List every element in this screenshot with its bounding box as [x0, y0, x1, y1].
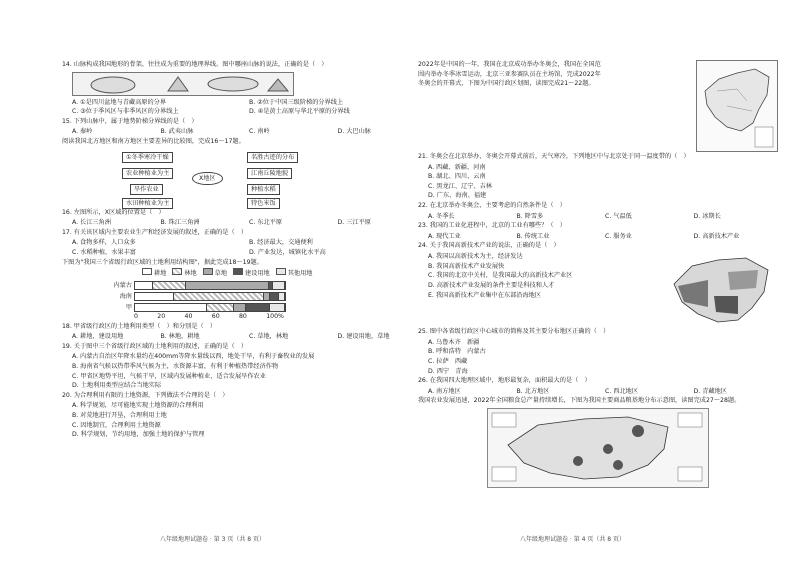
left-page-footer: 八年级地理试题卷 · 第 3 页（共 8 页）	[160, 536, 265, 543]
q25-option-a[interactable]: A. 乌鲁木齐 新疆	[428, 338, 480, 346]
left-column	[62, 60, 422, 540]
q23-option-a[interactable]: A. 现代工业	[428, 232, 461, 240]
q19-option-c[interactable]: C. 甲省区地势平坦，气候干旱，区域内发展种植业，适合发展旱作农业	[72, 372, 266, 380]
bar-segment	[270, 304, 285, 311]
axis-ticks: 0 20 40 60 80 100%	[134, 312, 284, 320]
land-use-bar-row	[92, 281, 422, 290]
q21-stem: 21. 冬奥会在北京举办，冬奥会开幕式前后，天气寒冷，下列地区中与北京处于同一温度带的（ ）	[418, 153, 690, 160]
q18-stem: 18. 甲省级行政区的土地利用类型（ ）和分别是（ ）	[62, 322, 217, 330]
legend-item: 建设用地	[233, 268, 270, 279]
q19-option-b[interactable]: B. 海南省气候以热带季风气候为主，水资源丰富，有利于种植热带经济作物	[72, 362, 279, 370]
bar-segment	[234, 304, 246, 311]
q24-option-e[interactable]: E. 我国高新技术产业集中在东部沿海地区	[428, 291, 542, 299]
q20-option-d[interactable]: D. 科学规划，节约用地，加强土地的保护与管理	[72, 431, 205, 439]
q21-option-b[interactable]: B. 湖北、四川、云南	[428, 173, 486, 181]
q24-option-b[interactable]: B. 我国高新技术产业发展快	[428, 262, 505, 270]
q24-option-c[interactable]: C. 我国的北京中关村，是我国最大的高新技术产业区	[428, 272, 573, 280]
q21-option-a[interactable]: A. 西藏、新疆、河南	[428, 163, 486, 171]
bar-segment	[153, 282, 186, 289]
q14-option-c[interactable]: C. ③位于季风区与非季风区的分界线上	[72, 108, 179, 116]
mindmap-node: 水田种植业为主	[122, 198, 173, 210]
province-map-icon	[668, 252, 778, 327]
q24-option-d[interactable]: D. 高新技术产业发展的条件主要是科技和人才	[428, 281, 555, 289]
legend-item: 其他用地	[276, 268, 313, 279]
mindmap-center: X地区	[192, 172, 223, 186]
q23-option-b[interactable]: B. 传统工业	[516, 232, 550, 240]
q21-option-d[interactable]: D. 广东、海南、福建	[428, 192, 487, 200]
mountain-figure	[72, 72, 294, 96]
bar-label: 海南	[119, 292, 132, 300]
q17-option-a[interactable]: A. 食物多样，人口众多	[72, 239, 136, 247]
q14-option-b[interactable]: B. ②位于中国三级阶梯的分界线上	[249, 98, 344, 106]
intro-21-22: 2022年是中国的一年，我国在北京成功举办冬奥会，我国在全国范围内举办冬季冰雪运动，北京三亚参赛队员在主场馆，完成2022年冬奥会的开幕式，下图为中国行政区划图，读图完成21～22题。	[418, 61, 601, 88]
land-use-bars	[92, 281, 422, 312]
q17-stem: 17. 有关该区域内主要农业生产和经济发展的叙述，正确的是（ ）	[62, 228, 248, 236]
intro-16-17: 阅读我国北方地区和南方地区主要差异的比较图，完成16～17题。	[62, 138, 245, 146]
q23-option-c[interactable]: C. 服务业	[605, 232, 632, 240]
q16-option-a[interactable]: A. 长江三角洲	[72, 219, 111, 227]
bar-segment	[207, 304, 234, 311]
bar-label: 内蒙古	[113, 281, 132, 289]
q26-option-b[interactable]: B. 北方地区	[516, 387, 550, 395]
bar-segment	[186, 282, 269, 289]
bar-segment	[279, 293, 285, 300]
q26-option-d[interactable]: D. 青藏地区	[693, 387, 727, 395]
right-column	[418, 60, 778, 540]
q22-option-b[interactable]: B. 降雪多	[516, 212, 544, 220]
q18-option-a[interactable]: A. 耕地，建设用地	[72, 333, 124, 341]
grain-base-map	[487, 408, 709, 488]
q23-stem: 23. 我国的工业化进程中，北京的工业有哪些？（ ）	[418, 222, 566, 230]
q23-option-d[interactable]: D. 高新技术产业	[693, 232, 740, 240]
q15-option-d[interactable]: D. 大巴山脉	[337, 128, 371, 136]
mindmap-node: 特色米饭	[247, 198, 280, 210]
q25-stem: 25. 图中各省级行政区中心城市的简称及其主要分布地区正确的（ ）	[418, 328, 610, 336]
q22-option-c[interactable]: C. 气温低	[605, 212, 632, 220]
mindmap-figure	[122, 148, 422, 208]
q18-option-d[interactable]: D. 建设用地，草地	[337, 333, 390, 341]
q18-option-c[interactable]: C. 草地，林地	[249, 333, 289, 341]
intro-18-19: 下图为"我国三个省级行政区域的土地利用结构图"，据此完成18～19题。	[62, 258, 263, 266]
q22-stem: 22. 在北京举办冬奥会，主要考虑的自然条件是（ ）	[418, 202, 566, 210]
intro-27-28: 我国农业发展迅速，2022年全国粮食总产量持续增长，下图为我国主要商品粮基地分布示意图，读图完成27～28题。	[418, 397, 741, 405]
q15-stem: 15. 下列山脉中，属于地势阶梯分界线的是（ ）	[62, 117, 198, 125]
q21-option-c[interactable]: C. 黑龙江、辽宁、吉林	[428, 182, 492, 190]
bar-label: 甲	[125, 303, 132, 311]
q22-option-a[interactable]: A. 冬季长	[428, 212, 455, 220]
q16-option-c[interactable]: C. 东北平原	[249, 219, 283, 227]
q22-option-d[interactable]: D. 冰期长	[693, 212, 721, 220]
q20-option-b[interactable]: B. 对荒地进行开垦，合理利用土地	[72, 412, 167, 420]
q20-option-a[interactable]: A. 科学规划，尽可能地实现土地资源的合理利用	[72, 402, 204, 410]
q26-stem: 26. 在我国四大地理区域中，地形最复杂，面积最大的是（ ）	[418, 377, 591, 385]
bar-segment	[135, 304, 207, 311]
right-page-footer: 八年级地理试题卷 · 第 4 页（共 8 页）	[520, 536, 625, 543]
mindmap-node: 农业种植业为主	[122, 168, 173, 180]
bar-segment	[273, 282, 285, 289]
q18-option-b[interactable]: B. 林地，耕地	[160, 333, 200, 341]
q17-option-d[interactable]: D. 产业发达，城镇化水平高	[249, 249, 326, 257]
china-map-outline-icon	[697, 61, 777, 151]
mountain-sketch-icon	[73, 73, 293, 95]
q24-stem: 24. 关于我国高新技术产业的说法，正确的是（ ）	[418, 242, 560, 250]
mindmap-node: 种植水稻	[247, 184, 280, 196]
q24-option-a[interactable]: A. 我国以高新技术为主，经济发达	[428, 253, 523, 261]
legend-item: 耕地	[142, 268, 166, 279]
q25-option-b[interactable]: B. 呼和浩特 内蒙古	[428, 348, 486, 356]
mindmap-node: 江南丘陵地貌	[247, 168, 292, 180]
q20-option-c[interactable]: C. 因地制宜，合理利用土地资源	[72, 421, 161, 429]
q25-option-d[interactable]: D. 西宁 青海	[428, 367, 468, 375]
q15-option-b[interactable]: B. 武夷山脉	[160, 128, 194, 136]
land-use-bar-row	[92, 303, 422, 312]
q14-option-a[interactable]: A. ①是四川盆地与青藏高原的分界	[72, 98, 167, 106]
china-map	[696, 60, 778, 152]
mindmap-node: 旱作农业	[130, 184, 163, 196]
legend-item: 林地	[172, 268, 196, 279]
q20-stem: 20. 为合理利用有限的土地资源，下列做法不合理的是（ ）	[62, 391, 229, 399]
q14-stem: 14. 山脉构成我国地形的骨架，往往成为重要的地理界线。图中哪座山脉的说法，正确的是（ ）	[62, 61, 328, 68]
q17-option-c[interactable]: C. 水稻种植，水果丰富	[72, 249, 136, 257]
q14-option-d[interactable]: D. ④是黄土高原与华北平原的分界线	[249, 108, 350, 116]
bar-segment	[246, 304, 270, 311]
q15-option-a[interactable]: A. 秦岭	[72, 128, 93, 136]
q19-stem: 19. 关于图中三个省级行政区域的土地利用的叙述，正确的是（ ）	[62, 342, 248, 350]
q16-option-d[interactable]: D. 三江平原	[337, 219, 371, 227]
q25-option-c[interactable]: C. 拉萨 西藏	[428, 357, 468, 365]
q19-option-a[interactable]: A. 内蒙古自治区年降水量约在400mm等降水量线以西，地处干旱，有利于畜牧业的发展	[72, 353, 315, 361]
legend-item: 草地	[203, 268, 227, 279]
mindmap-node: 名胜古迹的分布	[247, 152, 298, 164]
bar-segment	[135, 293, 174, 300]
q19-option-d[interactable]: D. 土地利用类型应结合当地实际	[72, 382, 162, 390]
province-map	[668, 252, 778, 327]
land-use-bar-row	[92, 292, 422, 301]
mindmap-node: ①冬季寒冷干燥	[122, 152, 173, 164]
grain-base-map-icon	[488, 409, 708, 487]
land-use-legend	[142, 268, 422, 279]
bar-segment	[135, 282, 153, 289]
bar-segment	[174, 293, 264, 300]
land-use-chart	[92, 268, 422, 321]
q16-option-b[interactable]: B. 珠江三角洲	[160, 219, 200, 227]
bar-segment	[270, 293, 279, 300]
q17-option-b[interactable]: B. 经济最大，交通便利	[249, 239, 313, 247]
q16-stem: 16. 左图所示，X区域的位置是（ ）	[62, 208, 165, 216]
q15-option-c[interactable]: C. 南岭	[249, 128, 270, 136]
q26-option-c[interactable]: C. 西北地区	[605, 387, 639, 395]
q26-option-a[interactable]: A. 南方地区	[428, 387, 461, 395]
